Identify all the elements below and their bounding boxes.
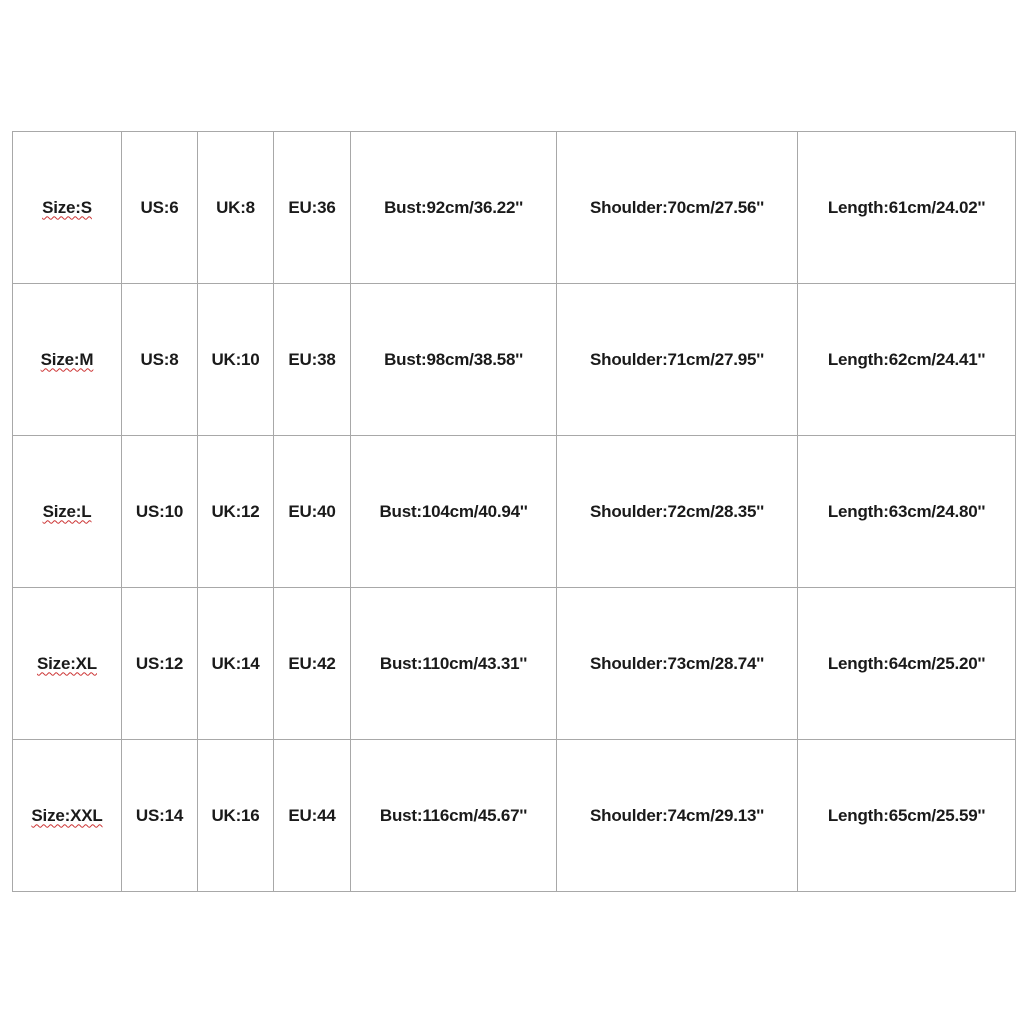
eu-size-cell: EU:42 — [274, 588, 351, 740]
us-size-cell: US:14 — [122, 740, 198, 892]
uk-size-cell: UK:12 — [198, 436, 274, 588]
eu-size-cell: EU:44 — [274, 740, 351, 892]
us-size-cell: US:10 — [122, 436, 198, 588]
table-row — [13, 436, 1016, 588]
table-row — [13, 284, 1016, 436]
shoulder-cell: Shoulder:73cm/28.74'' — [557, 588, 798, 740]
eu-size-cell: EU:38 — [274, 284, 351, 436]
uk-size-cell: UK:16 — [198, 740, 274, 892]
length-cell: Length:61cm/24.02'' — [798, 132, 1016, 284]
eu-size-cell: EU:36 — [274, 132, 351, 284]
bust-cell: Bust:104cm/40.94'' — [351, 436, 557, 588]
length-cell: Length:64cm/25.20'' — [798, 588, 1016, 740]
us-size-cell: US:12 — [122, 588, 198, 740]
size-cell — [13, 740, 122, 892]
size-chart-table — [12, 131, 1016, 892]
size-label: Size:XL — [36, 653, 97, 673]
length-cell: Length:65cm/25.59'' — [798, 740, 1016, 892]
size-cell — [13, 132, 122, 284]
size-cell — [13, 436, 122, 588]
eu-size-cell: EU:40 — [274, 436, 351, 588]
table-row — [13, 588, 1016, 740]
bust-cell: Bust:110cm/43.31'' — [351, 588, 557, 740]
table-row — [13, 132, 1016, 284]
uk-size-cell: UK:14 — [198, 588, 274, 740]
size-label: Size:XXL — [31, 805, 103, 825]
size-label: Size:M — [40, 349, 94, 369]
uk-size-cell: UK:8 — [198, 132, 274, 284]
length-cell: Length:62cm/24.41'' — [798, 284, 1016, 436]
size-label: Size:S — [42, 197, 92, 217]
bust-cell: Bust:98cm/38.58'' — [351, 284, 557, 436]
size-cell — [13, 588, 122, 740]
us-size-cell: US:6 — [122, 132, 198, 284]
shoulder-cell: Shoulder:71cm/27.95'' — [557, 284, 798, 436]
length-cell: Length:63cm/24.80'' — [798, 436, 1016, 588]
table-row — [13, 740, 1016, 892]
us-size-cell: US:8 — [122, 284, 198, 436]
shoulder-cell: Shoulder:72cm/28.35'' — [557, 436, 798, 588]
uk-size-cell: UK:10 — [198, 284, 274, 436]
shoulder-cell: Shoulder:70cm/27.56'' — [557, 132, 798, 284]
bust-cell: Bust:116cm/45.67'' — [351, 740, 557, 892]
size-label: Size:L — [42, 501, 92, 521]
shoulder-cell: Shoulder:74cm/29.13'' — [557, 740, 798, 892]
bust-cell: Bust:92cm/36.22'' — [351, 132, 557, 284]
size-cell — [13, 284, 122, 436]
